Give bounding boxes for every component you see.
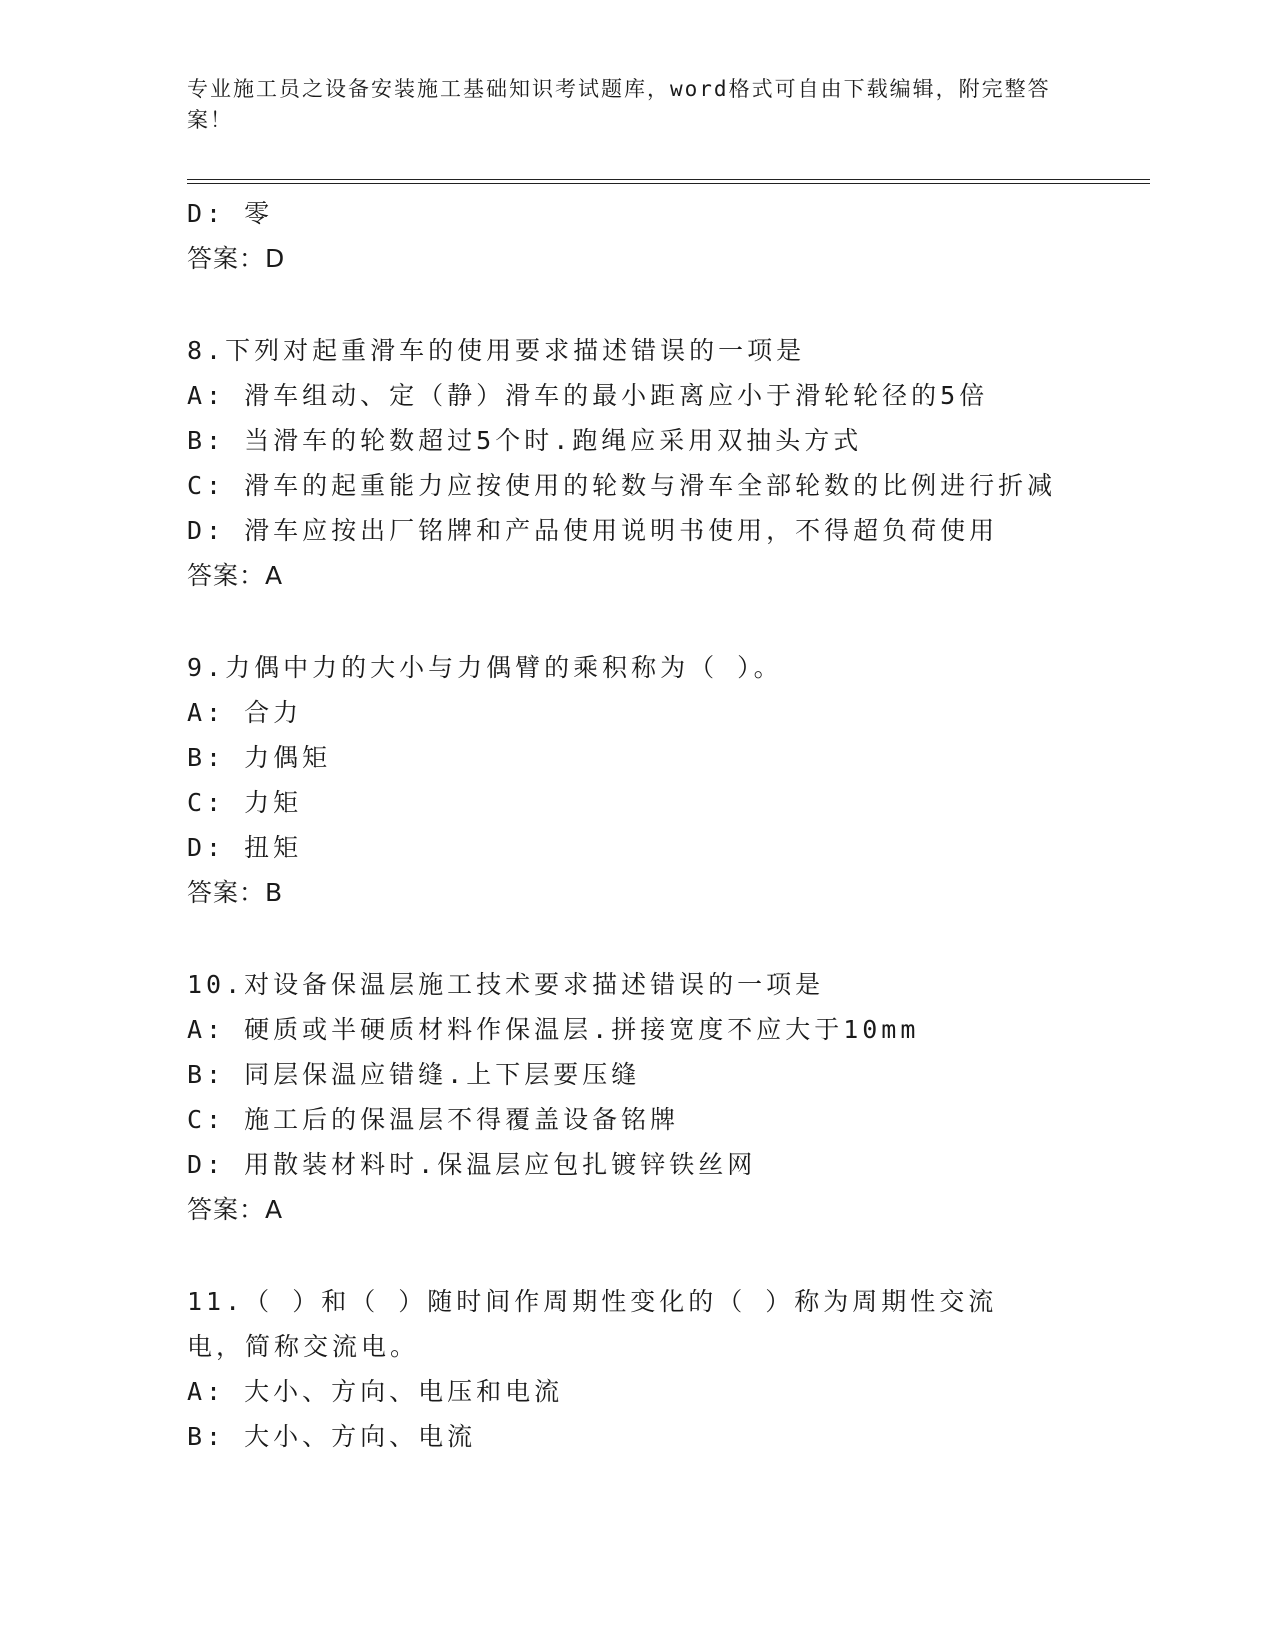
option-a: A: 滑车组动、定（静）滑车的最小距离应小于滑轮轮径的5倍 — [187, 381, 989, 410]
spacer — [187, 915, 1087, 962]
document-header-title: 专业施工员之设备安装施工基础知识考试题库，word格式可自由下载编辑，附完整答案！ — [187, 77, 1051, 132]
option-b: B: 同层保温应错缝.上下层要压缝 — [187, 1060, 641, 1089]
answer-line: 答案：D — [187, 244, 286, 273]
question-9 — [187, 645, 1087, 915]
option-a: A: 大小、方向、电压和电流 — [187, 1377, 564, 1406]
question-8 — [187, 328, 1087, 598]
option-d: D: 扭矩 — [187, 833, 303, 862]
answer-line: 答案：B — [187, 878, 284, 907]
option-c: C: 力矩 — [187, 788, 303, 817]
option-b: B: 当滑车的轮数超过5个时.跑绳应采用双抽头方式 — [187, 426, 863, 455]
spacer — [187, 1232, 1087, 1279]
question-content — [187, 191, 1087, 1459]
option-d: D: 用散装材料时.保温层应包扎镀锌铁丝网 — [187, 1150, 757, 1179]
header-divider-bottom — [187, 183, 1150, 184]
question-stem: 11.（ ）和（ ）随时间作周期性变化的（ ）称为周期性交流电，简称交流电。 — [187, 1287, 998, 1361]
question-10 — [187, 962, 1087, 1232]
question-stem: 9.力偶中力的大小与力偶臂的乘积称为（ ）。 — [187, 653, 783, 682]
question-stem: 8.下列对起重滑车的使用要求描述错误的一项是 — [187, 336, 806, 365]
spacer — [187, 281, 1087, 328]
option-b: B: 力偶矩 — [187, 743, 332, 772]
question-11 — [187, 1279, 1087, 1459]
option-c: C: 施工后的保温层不得覆盖设备铭牌 — [187, 1105, 680, 1134]
header-divider-top — [187, 179, 1150, 180]
option-c: C: 滑车的起重能力应按使用的轮数与滑车全部轮数的比例进行折减 — [187, 471, 1057, 500]
question-stem: 10.对设备保温层施工技术要求描述错误的一项是 — [187, 970, 825, 999]
option-d: D: 零 — [187, 199, 274, 228]
option-b: B: 大小、方向、电流 — [187, 1422, 477, 1451]
answer-line: 答案：A — [187, 561, 284, 590]
option-a: A: 合力 — [187, 698, 303, 727]
previous-question-tail — [187, 191, 1087, 281]
option-d: D: 滑车应按出厂铭牌和产品使用说明书使用，不得超负荷使用 — [187, 516, 999, 545]
option-a: A: 硬质或半硬质材料作保温层.拼接宽度不应大于10mm — [187, 1015, 920, 1044]
answer-line: 答案：A — [187, 1195, 284, 1224]
spacer — [187, 598, 1087, 645]
